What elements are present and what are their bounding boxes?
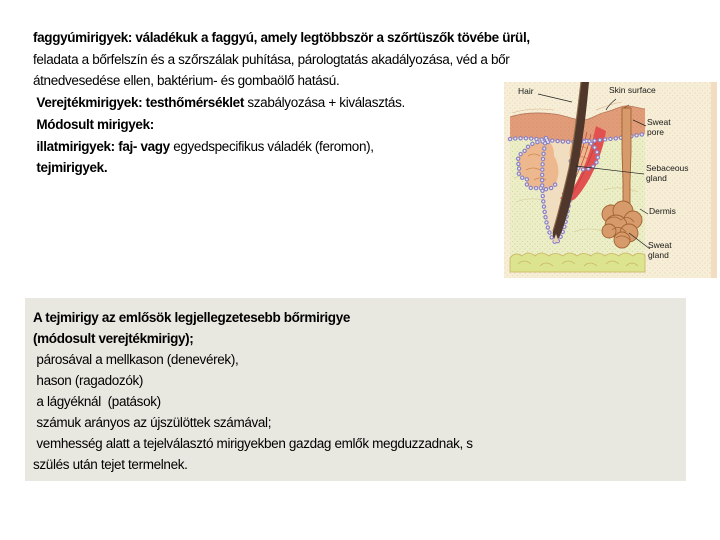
text-line: párosával a mellkason (denevérek),	[33, 352, 239, 367]
skin-diagram	[504, 82, 717, 278]
text-line: számuk arányos az újszülöttek számával;	[33, 415, 272, 430]
text-line: szülés után tejet termelnek.	[33, 457, 188, 472]
diagram-label-sweat-pore: Sweat pore	[647, 117, 671, 137]
diagram-label-sebaceous-gland: Sebaceous gland	[646, 163, 689, 183]
sebaceous-gland-text-block	[33, 27, 578, 179]
text-line: illatmirigyek: faj- vagy egyedspecifikus váladék (feromon),	[33, 138, 374, 154]
diagram-label-hair: Hair	[518, 86, 534, 96]
text-line: tejmirigyek.	[33, 160, 108, 176]
diagram-label-dermis: Dermis	[649, 206, 676, 216]
text-line: Módosult mirigyek:	[33, 116, 154, 132]
text-line: A tejmirigy az emlősök legjellegzetesebb bőrmirigye	[33, 310, 351, 325]
text-line: vemhesség alatt a tejelválasztó mirigyekben gazdag emlők megduzzadnak, s	[33, 436, 473, 451]
diagram-label-sweat-gland: Sweat gland	[648, 240, 672, 260]
diagram-label-skin-surface: Skin surface	[609, 85, 656, 95]
text-line: Verejtékmirigyek: testhőmérséklet szabályozása + kiválasztás.	[33, 95, 405, 111]
text-line: (módosult verejtékmirigy);	[33, 331, 194, 346]
text-line: faggyúmirigyek: váladékuk a faggyú, amely legtöbbször a szőrtüszők tövébe ürül,	[33, 30, 530, 45]
text-line: hason (ragadozók)	[33, 373, 144, 388]
text-line: átnedvesedése ellen, baktérium- és gombaölő hatású.	[33, 73, 340, 89]
text-line: feladata a bőrfelszín és a szőrszálak puhítása, párologtatás akadályozása, véd a bőr	[33, 51, 510, 67]
mammary-gland-text-box	[25, 298, 686, 481]
text-line: a lágyéknál (patások)	[33, 394, 161, 409]
